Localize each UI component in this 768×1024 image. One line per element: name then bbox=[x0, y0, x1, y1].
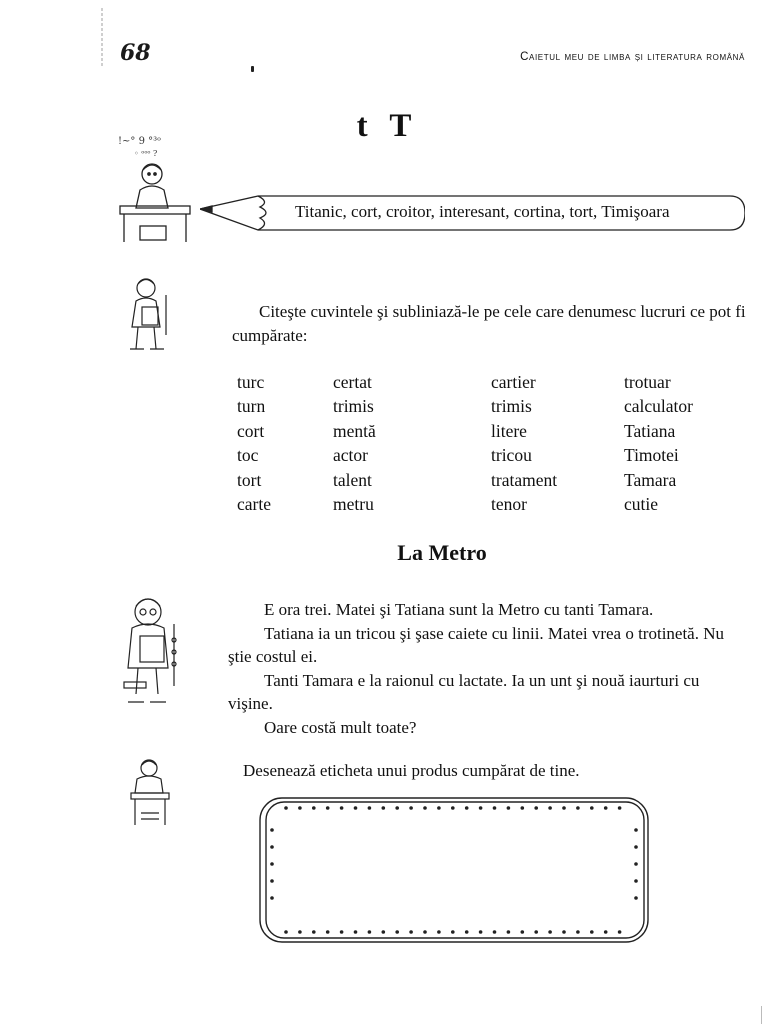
word-item: mentă bbox=[333, 420, 376, 441]
frame-dot bbox=[521, 930, 525, 934]
frame-dot bbox=[507, 806, 511, 810]
story-paragraph: E ora trei. Matei şi Tatiana sunt la Metro cu tanti Tamara. bbox=[264, 600, 654, 619]
word-item: cort bbox=[237, 420, 265, 441]
word-item: tricou bbox=[491, 445, 532, 466]
frame-dot bbox=[340, 930, 344, 934]
story-paragraph: Tatiana ia un tricou şi şase caiete cu linii. Matei vrea o trotinetă. Nu ştie costul ei. bbox=[228, 623, 725, 666]
word-item: carte bbox=[237, 494, 271, 515]
frame-dot bbox=[423, 806, 427, 810]
word-item: calculator bbox=[624, 396, 693, 417]
frame-dot bbox=[507, 930, 511, 934]
frame-dot bbox=[312, 930, 316, 934]
pencil-word-list: Titanic, cort, croitor, interesant, cortina, tort, Timişoara bbox=[295, 202, 670, 221]
frame-dot bbox=[634, 828, 638, 832]
writing-child-illustration bbox=[127, 757, 173, 829]
exercise2-instruction: Desenează eticheta unui produs cumpărat de tine. bbox=[243, 761, 580, 780]
word-item: talent bbox=[333, 469, 372, 490]
frame-dot bbox=[618, 930, 622, 934]
frame-dot bbox=[368, 806, 372, 810]
story-text bbox=[228, 598, 748, 739]
word-item: certat bbox=[333, 372, 372, 392]
frame-dot bbox=[634, 862, 638, 866]
frame-dot bbox=[284, 806, 288, 810]
frame-dot bbox=[382, 806, 386, 810]
word-item: cartier bbox=[491, 372, 536, 392]
frame-dot bbox=[479, 930, 483, 934]
frame-dot bbox=[604, 806, 608, 810]
frame-dot bbox=[604, 930, 608, 934]
frame-dot bbox=[576, 806, 580, 810]
frame-dot bbox=[437, 930, 441, 934]
frame-dot bbox=[521, 806, 525, 810]
ink-dot bbox=[251, 66, 254, 72]
frame-dot bbox=[562, 930, 566, 934]
frame-dot bbox=[270, 828, 274, 832]
word-item: Timotei bbox=[624, 445, 679, 466]
margin-scan-mark bbox=[100, 8, 104, 68]
word-column-2 bbox=[333, 370, 376, 516]
frame-dot bbox=[562, 806, 566, 810]
frame-dot bbox=[298, 930, 302, 934]
word-column-4 bbox=[624, 370, 693, 516]
frame-dot bbox=[590, 930, 594, 934]
frame-dot bbox=[382, 930, 386, 934]
frame-dot bbox=[423, 930, 427, 934]
word-item: litere bbox=[491, 420, 527, 441]
word-item: actor bbox=[333, 445, 368, 466]
frame-dot bbox=[548, 930, 552, 934]
frame-dot bbox=[326, 806, 330, 810]
frame-dot bbox=[451, 930, 455, 934]
frame-dot bbox=[493, 806, 497, 810]
frame-dot bbox=[479, 806, 483, 810]
frame-dot bbox=[465, 806, 469, 810]
frame-dot bbox=[340, 806, 344, 810]
frame-dot bbox=[576, 930, 580, 934]
frame-dot bbox=[409, 930, 413, 934]
frame-dot bbox=[368, 930, 372, 934]
word-item: turc bbox=[237, 372, 265, 392]
frame-dot bbox=[270, 879, 274, 883]
word-item: trimis bbox=[491, 396, 532, 417]
scan-edge-line bbox=[761, 1006, 762, 1024]
word-item: trimis bbox=[333, 396, 374, 417]
frame-dot bbox=[451, 806, 455, 810]
story-title: La Metro bbox=[397, 540, 487, 565]
frame-dot bbox=[590, 806, 594, 810]
page-number: 68 bbox=[120, 40, 151, 66]
frame-dot bbox=[618, 806, 622, 810]
word-item: tenor bbox=[491, 494, 527, 515]
word-item: cutie bbox=[624, 494, 659, 515]
word-item: tratament bbox=[491, 469, 558, 490]
svg-text:!~° 9 °³ᵒ: !~° 9 °³ᵒ bbox=[118, 136, 161, 147]
exercise1-instruction: Citeşte cuvintele şi subliniază-le pe cele care denumesc lucruri ce pot fi cumpărate: bbox=[232, 302, 746, 345]
frame-dot bbox=[270, 845, 274, 849]
frame-dot bbox=[493, 930, 497, 934]
svg-text:◦ ᵒᵒᵒ ?: ◦ ᵒᵒᵒ ? bbox=[134, 149, 158, 158]
word-item: metru bbox=[333, 494, 374, 515]
frame-dot bbox=[634, 896, 638, 900]
word-item: Tatiana bbox=[624, 420, 676, 441]
frame-dot bbox=[548, 806, 552, 810]
thinking-child-illustration bbox=[112, 130, 207, 248]
frame-dot bbox=[312, 806, 316, 810]
frame-dot bbox=[354, 930, 358, 934]
word-item: toc bbox=[237, 445, 259, 466]
word-item: Tamara bbox=[624, 469, 677, 490]
word-item: turn bbox=[237, 396, 266, 417]
frame-dot bbox=[409, 806, 413, 810]
frame-dot bbox=[326, 930, 330, 934]
frame-dot bbox=[270, 862, 274, 866]
story-paragraph: Oare costă mult toate? bbox=[264, 717, 417, 737]
frame-dot bbox=[534, 930, 538, 934]
word-column-3 bbox=[491, 370, 557, 516]
frame-dot bbox=[395, 806, 399, 810]
abacus-child-illustration bbox=[118, 590, 188, 708]
story-paragraph: Tanti Tamara e la raionul cu lactate. Ia un unt şi nouă iaurturi cu vişine. bbox=[228, 670, 700, 713]
frame-dot bbox=[284, 930, 288, 934]
frame-dot bbox=[354, 806, 358, 810]
lesson-letters-title: t T bbox=[356, 108, 412, 144]
drawing-label-frame[interactable] bbox=[258, 796, 650, 944]
frame-dot bbox=[298, 806, 302, 810]
word-item: trotuar bbox=[624, 372, 671, 392]
frame-dot bbox=[634, 879, 638, 883]
frame-dot bbox=[437, 806, 441, 810]
reading-child-illustration bbox=[124, 275, 176, 353]
word-item: tort bbox=[237, 469, 262, 490]
word-column-1 bbox=[237, 370, 271, 516]
frame-dot bbox=[270, 896, 274, 900]
frame-dot bbox=[395, 930, 399, 934]
running-header: Caietul meu de limba și literatura română bbox=[520, 51, 745, 63]
frame-dot bbox=[634, 845, 638, 849]
frame-dot bbox=[534, 806, 538, 810]
frame-dot bbox=[465, 930, 469, 934]
